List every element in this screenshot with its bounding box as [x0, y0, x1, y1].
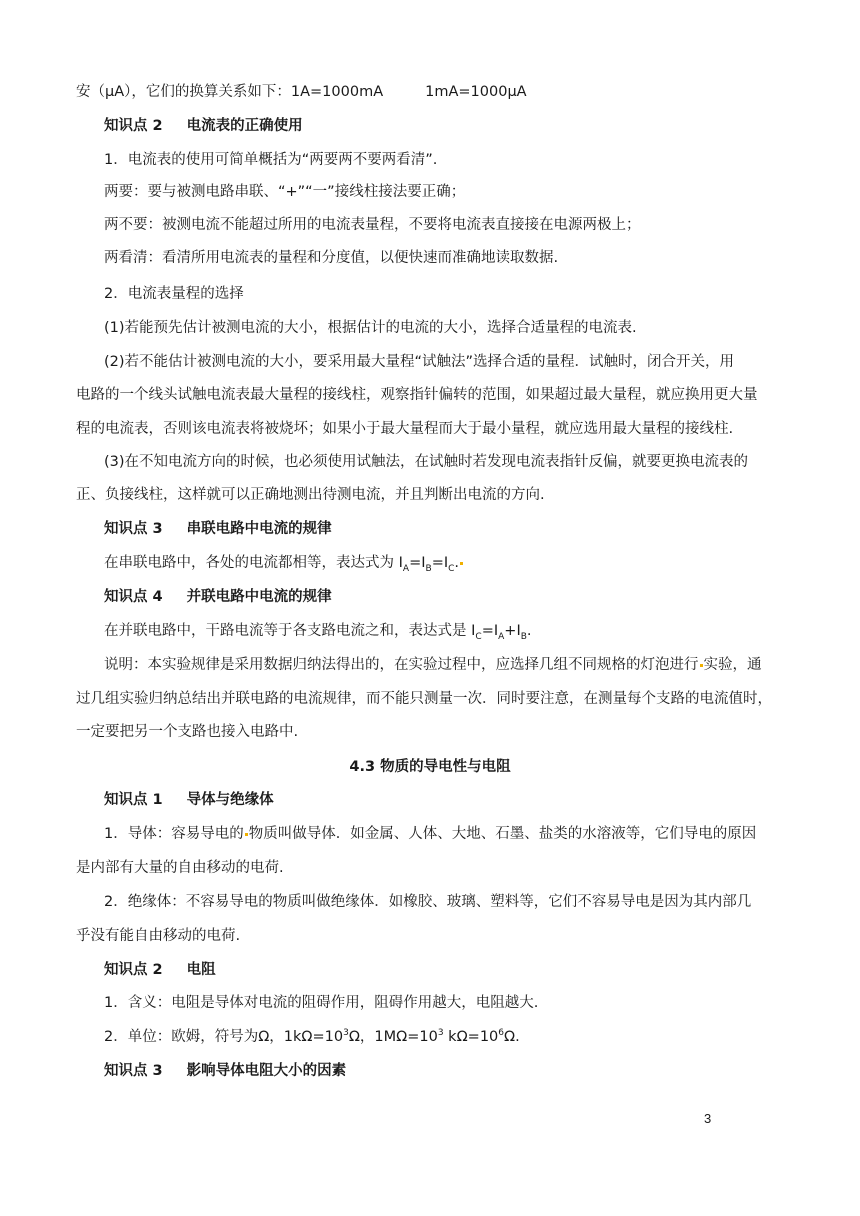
formula-text: .	[526, 623, 532, 639]
superscript: 3	[437, 1028, 444, 1039]
subscript: C	[475, 631, 482, 642]
paragraph: 1．电流表的使用可简单概括为“两要两不要两看清”.	[104, 152, 438, 168]
kp1-conductor-heading	[104, 790, 784, 810]
paragraph: 乎没有能自由移动的电荷.	[76, 928, 241, 944]
formula-text: .	[454, 555, 460, 571]
paragraph: 两看清：看清所用电流表的量程和分度值，以便快速而准确地读取数据.	[104, 250, 559, 266]
note-line: 一定要把另一个支路也接入电路中.	[76, 724, 299, 740]
kp-label: 知识点 1	[104, 792, 163, 808]
section-title: 4.3 物质的导电性与电阻	[349, 759, 511, 775]
kp-label: 知识点 2	[104, 118, 163, 134]
paragraph: 2．绝缘体：不容易导电的物质叫做绝缘体．如橡胶、玻璃、塑料等，它们不容易导电是因为其内部几	[104, 894, 752, 910]
paragraph: 正、负接线柱，这样就可以正确地测出待测电流，并且判断出电流的方向.	[76, 487, 545, 503]
formula-text: 在并联电路中，干路电流等于各支路电流之和，表达式是 I	[104, 623, 476, 639]
subscript: C	[448, 563, 455, 574]
kp4-parallel-heading	[104, 587, 784, 607]
unit-conversion-text: 安（μA），它们的换算关系如下：1A=1000mA	[76, 84, 384, 100]
paragraph: 两不要：被测电流不能超过所用的电流表量程，不要将电流表直接接在电源两极上；	[104, 217, 641, 233]
kp-label: 知识点 4	[104, 589, 163, 605]
subscript: B	[520, 631, 527, 642]
formula-text: =I	[431, 555, 449, 571]
kp-title: 串联电路中电流的规律	[186, 521, 332, 537]
paragraph: 1．含义：电阻是导体对电流的阻碍作用，阻碍作用越大，电阻越大.	[104, 995, 539, 1011]
kp-title: 电流表的正确使用	[186, 118, 303, 134]
kp-label: 知识点 3	[104, 521, 163, 537]
kp-title: 导体与绝缘体	[186, 792, 274, 808]
superscript: 3	[343, 1028, 349, 1039]
kp2-ammeter-heading	[104, 116, 784, 136]
unit-conversion-text-2: 1mA=1000μA	[425, 84, 527, 100]
kp-label: 知识点 3	[104, 1063, 163, 1079]
formula-text: =I	[481, 623, 499, 639]
unit-text: 2．单位：欧姆，符号为Ω，1kΩ=10	[104, 1029, 344, 1045]
formula-text: =I	[409, 555, 426, 571]
subscript: A	[498, 631, 505, 642]
kp-title: 影响导体电阻大小的因素	[186, 1063, 347, 1079]
series-formula-line	[104, 553, 784, 573]
paragraph-text: 1．导体：容易导电的	[104, 826, 244, 842]
page-number: 3	[704, 1111, 712, 1126]
subscript: B	[425, 563, 432, 574]
note-text: 说明：本实验规律是采用数据归纳法得出的，在实验过程中，应选择几组不同规格的灯泡进行	[104, 657, 699, 673]
unit-text: Ω.	[504, 1029, 520, 1045]
paragraph: (1)若能预先估计被测电流的大小，根据估计的电流的大小，选择合适量程的电流表.	[104, 320, 637, 336]
highlight-mark	[700, 664, 703, 667]
kp3-factors-heading	[104, 1061, 784, 1081]
note-text: 实验，通	[703, 657, 762, 673]
note-line	[104, 655, 784, 675]
note-line: 过几组实验归纳总结出并联电路的电流规律，而不能只测量一次．同时要注意，在测量每个支路的电流值时，	[76, 691, 772, 707]
parallel-formula-line	[104, 621, 784, 641]
formula-text: 在串联电路中，各处的电流都相等，表达式为 I	[104, 555, 403, 571]
paragraph	[104, 824, 784, 844]
paragraph: (2)若不能估计被测电流的大小，要采用最大量程“试触法”选择合适的量程．试触时，闭合开关，用	[104, 354, 735, 370]
formula-text: +I	[504, 623, 521, 639]
paragraph-text: 物质叫做导体．如金属、人体、大地、石墨、盐类的水溶液等，它们导电的原因	[248, 826, 757, 842]
kp-title: 并联电路中电流的规律	[186, 589, 332, 605]
resistance-unit-line	[104, 1027, 784, 1047]
kp-label: 知识点 2	[104, 962, 163, 978]
subscript: A	[402, 563, 410, 574]
unit-text: kΩ=10	[443, 1029, 499, 1045]
superscript: 6	[498, 1028, 504, 1039]
paragraph: 电路的一个线头试触电流表最大量程的接线柱，观察指针偏转的范围，如果超过最大量程，就应换用更大量	[76, 387, 758, 403]
paragraph: 是内部有大量的自由移动的电荷.	[76, 860, 284, 876]
highlight-mark	[245, 833, 248, 836]
paragraph: (3)在不知电流方向的时候，也必须使用试触法，在试触时若发现电流表指针反偏，就要更换电流表的	[104, 454, 749, 470]
unit-text: Ω，1MΩ=10	[348, 1029, 438, 1045]
kp3-series-heading	[104, 519, 784, 539]
paragraph: 程的电流表，否则该电流表将被烧坏；如果小于最大量程而大于最小量程，就应选用最大量程的接线柱.	[76, 421, 734, 437]
kp-title: 电阻	[186, 962, 216, 978]
highlight-mark	[460, 562, 463, 565]
unit-conversion-line	[76, 82, 784, 102]
paragraph: 2．电流表量程的选择	[104, 286, 244, 302]
kp2-resistance-heading	[104, 960, 784, 980]
paragraph: 两要：要与被测电路串联、“+”“一”接线柱接法要正确；	[104, 184, 466, 200]
